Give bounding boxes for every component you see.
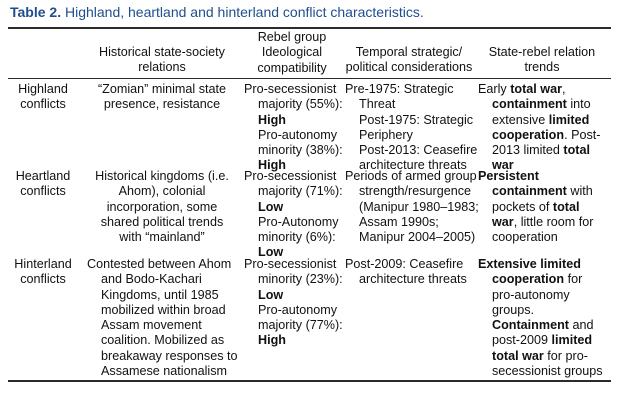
cell-compat-heartland: Pro-secessionist majority (71%): Low Pro-Autonomy minority (6%): Low [244, 169, 343, 260]
cell-compat-hinterland: Pro-secessionist minority (23%): Low Pro-autonomy majority (77%): High [244, 257, 343, 348]
cell-temporal-highland: Pre-1975: Strategic Threat Post-1975: Strategic Periphery Post-2013: Ceasefire architecture threats [345, 82, 478, 173]
header-compatibility: Rebel group Ideological compatibility [257, 30, 327, 75]
cell-trends-heartland: Persistent containment with pockets of total war, little room for cooperation [478, 169, 594, 245]
row-label-hinterland: Hinterland conflicts [14, 257, 72, 287]
row-label-highland: Highland conflicts [18, 82, 68, 112]
cell-relations-hinterland: Contested between Ahom and Bodo-Kachari Kingdoms, until 1985 mobilized within broad Assam movement coalition. Mobilized as breakaway responses to Assamese nationalism [87, 257, 238, 379]
table-header-rule [8, 78, 611, 79]
table-caption [10, 4, 424, 20]
cell-trends-hinterland: Extensive limited cooperation for pro-autonomy groups. Containment and post-2009 limited total war for pro- secessionist groups [478, 257, 603, 379]
cell-relations-heartland: Historical kingdoms (i.e. Ahom), colonial incorporation, some shared political trends with “mainland” [95, 169, 229, 245]
header-relations: Historical state-society relations [99, 45, 225, 75]
cell-temporal-heartland: Periods of armed group strength/resurgence (Manipur 1980–1983; Assam 1990s; Manipur 2004–2005) [345, 169, 479, 245]
cell-compat-highland: Pro-secessionist majority (55%): High Pro-autonomy minority (38%): High [244, 82, 343, 173]
cell-relations-highland: “Zomian” minimal state presence, resistance [97, 82, 227, 112]
header-trends: State-rebel relation trends [488, 45, 596, 75]
table-bottom-rule [8, 380, 611, 382]
cell-temporal-hinterland: Post-2009: Ceasefire architecture threats [345, 257, 467, 287]
caption-label: Table 2. [10, 4, 62, 20]
header-temporal: Temporal strategic/ political considerations [345, 45, 473, 75]
caption-text: Highland, heartland and hinterland conflict characteristics. [64, 4, 424, 20]
table-top-rule [8, 27, 611, 29]
row-label-heartland: Heartland conflicts [15, 169, 71, 199]
cell-trends-highland: Early total war, containment into extensive limited cooperation. Post- 2013 limited total war [478, 82, 601, 173]
